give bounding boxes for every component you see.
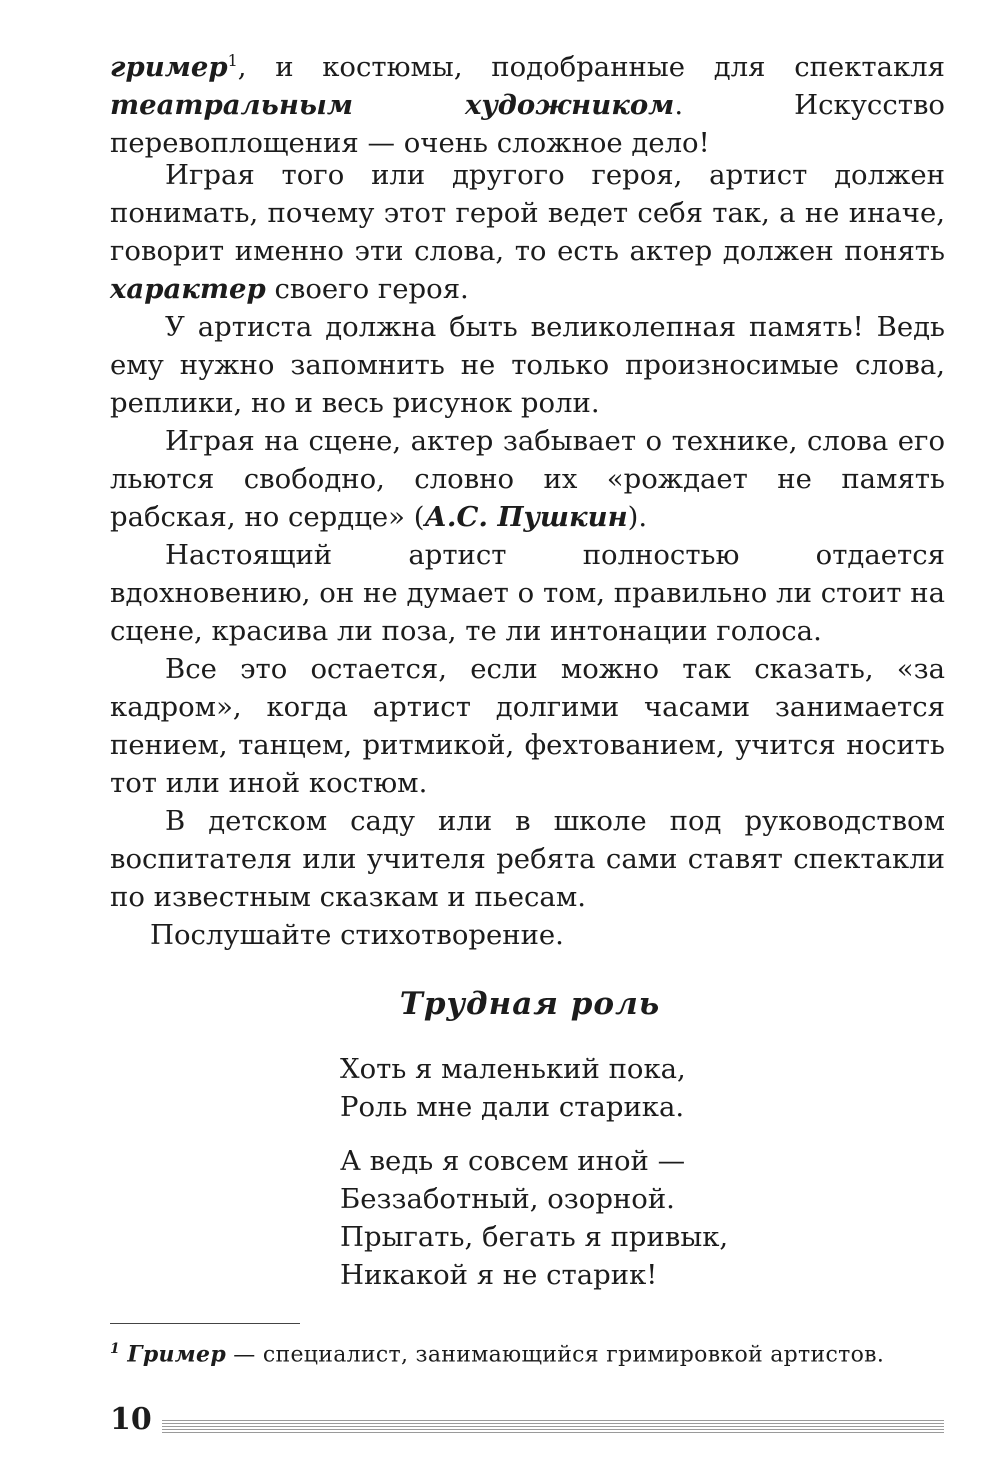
paragraph-8: Послушайте стихотворение. <box>150 919 564 951</box>
page-number: 10 <box>110 1402 152 1437</box>
term-character: характер <box>110 273 266 305</box>
poem-title: Трудная роль <box>399 986 661 1022</box>
page-number-rule <box>162 1420 944 1434</box>
paragraph-1 <box>110 42 945 162</box>
paragraph-3: У артиста должна быть великолепная память! Ведь ему нужно запомнить не только произносимые слова, реплики, но и весь рисунок роли. <box>110 311 945 419</box>
poem-stanza-1 <box>340 1050 686 1126</box>
paragraph-5: Настоящий артист полностью отдается вдохновению, он не думает о том, правильно ли стоит на сцене, красива ли поза, те ли интонации голоса. <box>110 539 945 647</box>
poem-line: А ведь я совсем иной — <box>340 1145 686 1177</box>
paragraph-7: В детском саду или в школе под руководством воспитателя или учителя ребята сами ставят спектакли по известным сказкам и пьесам. <box>110 805 945 913</box>
paragraph-2-text-b: своего героя. <box>265 273 469 305</box>
footnote-marker: 1 <box>110 1341 121 1357</box>
footnote-divider <box>110 1323 300 1324</box>
term-grimer: гример <box>110 51 228 84</box>
poem-line: Хоть я маленький пока, <box>340 1053 686 1085</box>
paragraph-4 <box>110 422 945 536</box>
paragraph-1-text-b: . Искусство перевоплощения — очень сложное дело! <box>110 89 945 160</box>
poem-stanza-2 <box>340 1142 728 1294</box>
paragraph-1-text-a: , и костюмы, подобранные для спектакля <box>237 51 945 84</box>
paragraph-4-text-b: ). <box>627 501 648 533</box>
paragraph-2-text-a: Играя того или другого героя, артист должен понимать, почему этот герой ведет себя так, а не иначе, говорит именно эти слова, то есть актер должен понять <box>110 159 945 267</box>
footnote-term: Гример <box>127 1341 227 1368</box>
footnote <box>110 1334 884 1370</box>
poem-line: Прыгать, бегать я привык, <box>340 1221 729 1253</box>
author-citation: А.С. Пушкин <box>424 501 628 533</box>
poem-line: Беззаботный, озорной. <box>340 1183 675 1215</box>
paragraph-2 <box>110 156 945 308</box>
footnote-reference: 1 <box>227 51 238 70</box>
term-theatre-artist: театральным художником <box>110 89 675 122</box>
footnote-text: — специалист, занимающийся гримировкой артистов. <box>226 1342 885 1368</box>
paragraph-6: Все это остается, если можно так сказать, «за кадром», когда артист долгими часами занимается пением, танцем, ритмикой, фехтованием, учится носить тот или иной костюм. <box>110 653 945 799</box>
poem-line: Роль мне дали старика. <box>340 1091 685 1123</box>
paragraph-4-text-a: Играя на сцене, актер забывает о технике, слова его льются свободно, словно их «рождает не память рабская, но сердце» ( <box>110 425 945 533</box>
poem-line: Никакой я не старик! <box>340 1259 658 1291</box>
